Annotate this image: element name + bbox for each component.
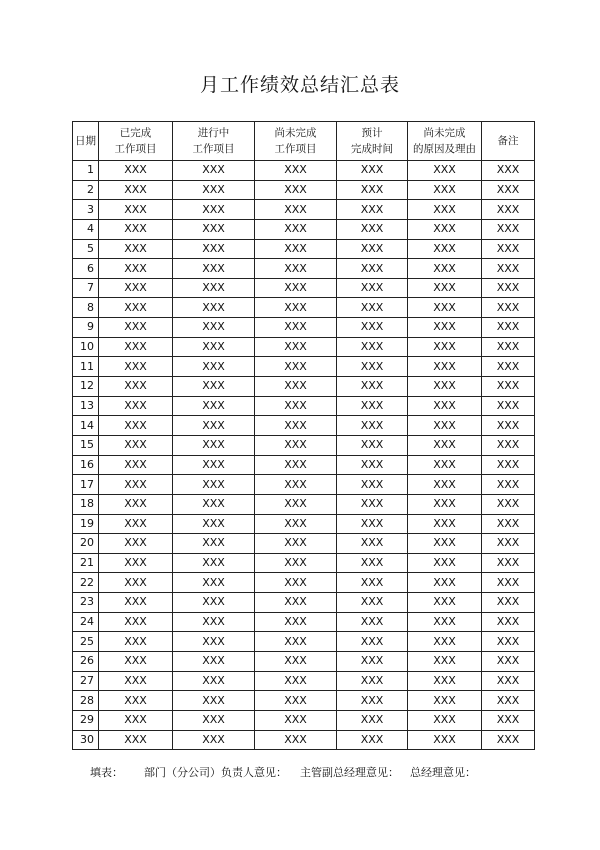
table-cell: XXX [408, 161, 482, 181]
table-cell: XXX [408, 691, 482, 711]
table-cell: XXX [337, 652, 408, 672]
table-cell: XXX [99, 514, 173, 534]
table-cell: XXX [408, 416, 482, 436]
table-cell: XXX [482, 730, 535, 750]
table-cell: XXX [255, 612, 337, 632]
table-cell: XXX [337, 239, 408, 259]
table-cell: XXX [99, 671, 173, 691]
table-cell: XXX [337, 632, 408, 652]
table-cell: XXX [408, 593, 482, 613]
table-cell: XXX [255, 475, 337, 495]
table-cell: XXX [173, 259, 255, 279]
table-cell: XXX [99, 494, 173, 514]
date-cell: 7 [73, 278, 99, 298]
table-cell: XXX [99, 652, 173, 672]
column-header [73, 122, 99, 161]
table-cell: XXX [255, 200, 337, 220]
table-cell: XXX [99, 553, 173, 573]
table-cell: XXX [337, 259, 408, 279]
table-cell: XXX [173, 632, 255, 652]
table-cell: XXX [408, 534, 482, 554]
table-row [73, 730, 535, 750]
table-cell: XXX [99, 632, 173, 652]
table-cell: XXX [255, 632, 337, 652]
table-row [73, 377, 535, 397]
date-cell: 12 [73, 377, 99, 397]
table-cell: XXX [99, 691, 173, 711]
prepared-by-label: 填表： [90, 766, 123, 779]
date-cell: 13 [73, 396, 99, 416]
table-cell: XXX [173, 239, 255, 259]
table-cell: XXX [173, 161, 255, 181]
signature-footer [90, 764, 476, 780]
table-cell: XXX [173, 298, 255, 318]
table-cell: XXX [255, 377, 337, 397]
date-cell: 6 [73, 259, 99, 279]
table-cell: XXX [408, 337, 482, 357]
table-cell: XXX [99, 710, 173, 730]
table-cell: XXX [337, 455, 408, 475]
table-row [73, 671, 535, 691]
table-cell: XXX [482, 652, 535, 672]
table-cell: XXX [337, 278, 408, 298]
column-header-line: 工作项目 [114, 143, 157, 155]
table-cell: XXX [255, 278, 337, 298]
table-row [73, 612, 535, 632]
table-cell: XXX [408, 259, 482, 279]
table-cell: XXX [337, 514, 408, 534]
table-cell: XXX [255, 219, 337, 239]
table-cell: XXX [173, 416, 255, 436]
table-cell: XXX [255, 239, 337, 259]
table-cell: XXX [173, 180, 255, 200]
column-header [99, 122, 173, 161]
table-cell: XXX [482, 219, 535, 239]
column-header-line: 备注 [497, 135, 519, 147]
date-cell: 30 [73, 730, 99, 750]
date-cell: 10 [73, 337, 99, 357]
column-header-line: 的原因及理由 [413, 143, 476, 155]
table-row [73, 396, 535, 416]
table-cell: XXX [482, 435, 535, 455]
table-row [73, 219, 535, 239]
table-cell: XXX [482, 377, 535, 397]
date-cell: 5 [73, 239, 99, 259]
table-cell: XXX [99, 161, 173, 181]
table-cell: XXX [337, 730, 408, 750]
table-cell: XXX [99, 318, 173, 338]
table-cell: XXX [337, 612, 408, 632]
table-cell: XXX [482, 259, 535, 279]
date-cell: 18 [73, 494, 99, 514]
summary-table [72, 121, 535, 750]
table-row [73, 553, 535, 573]
table-cell: XXX [482, 180, 535, 200]
table-cell: XXX [337, 475, 408, 495]
date-cell: 21 [73, 553, 99, 573]
date-cell: 2 [73, 180, 99, 200]
table-cell: XXX [337, 298, 408, 318]
table-cell: XXX [99, 278, 173, 298]
table-cell: XXX [482, 318, 535, 338]
date-cell: 24 [73, 612, 99, 632]
table-row [73, 494, 535, 514]
table-cell: XXX [337, 435, 408, 455]
table-cell: XXX [408, 278, 482, 298]
table-cell: XXX [337, 573, 408, 593]
table-cell: XXX [337, 534, 408, 554]
table-cell: XXX [482, 612, 535, 632]
table-cell: XXX [173, 730, 255, 750]
table-cell: XXX [255, 416, 337, 436]
table-cell: XXX [408, 475, 482, 495]
table-cell: XXX [482, 278, 535, 298]
table-cell: XXX [408, 632, 482, 652]
date-cell: 17 [73, 475, 99, 495]
table-cell: XXX [337, 337, 408, 357]
column-header-line: 尚未完成 [423, 127, 466, 139]
table-cell: XXX [99, 377, 173, 397]
table-row [73, 239, 535, 259]
date-cell: 28 [73, 691, 99, 711]
table-row [73, 573, 535, 593]
table-row [73, 337, 535, 357]
table-row [73, 455, 535, 475]
table-cell: XXX [337, 494, 408, 514]
table-cell: XXX [482, 455, 535, 475]
date-cell: 25 [73, 632, 99, 652]
table-cell: XXX [255, 494, 337, 514]
deputy-opinion-label: 主管副总经理意见： [300, 766, 399, 779]
table-cell: XXX [408, 710, 482, 730]
table-cell: XXX [408, 219, 482, 239]
table-cell: XXX [255, 534, 337, 554]
column-header-line: 工作项目 [192, 143, 235, 155]
date-cell: 19 [73, 514, 99, 534]
table-cell: XXX [337, 553, 408, 573]
table-cell: XXX [337, 671, 408, 691]
column-header-line: 完成时间 [351, 143, 393, 155]
table-cell: XXX [173, 435, 255, 455]
table-cell: XXX [408, 357, 482, 377]
table-cell: XXX [482, 396, 535, 416]
table-cell: XXX [99, 259, 173, 279]
table-cell: XXX [173, 200, 255, 220]
table-cell: XXX [482, 671, 535, 691]
date-cell: 9 [73, 318, 99, 338]
column-header-line: 工作项目 [274, 143, 317, 155]
table-cell: XXX [99, 200, 173, 220]
table-row [73, 593, 535, 613]
table-cell: XXX [408, 435, 482, 455]
table-cell: XXX [255, 514, 337, 534]
table-cell: XXX [99, 534, 173, 554]
table-row [73, 357, 535, 377]
table-cell: XXX [99, 219, 173, 239]
table-row [73, 475, 535, 495]
table-cell: XXX [408, 318, 482, 338]
date-cell: 8 [73, 298, 99, 318]
table-cell: XXX [173, 494, 255, 514]
date-cell: 14 [73, 416, 99, 436]
table-cell: XXX [99, 612, 173, 632]
date-cell: 16 [73, 455, 99, 475]
table-row [73, 691, 535, 711]
table-cell: XXX [173, 671, 255, 691]
table-cell: XXX [173, 377, 255, 397]
table-cell: XXX [173, 396, 255, 416]
table-cell: XXX [337, 593, 408, 613]
table-row [73, 318, 535, 338]
table-cell: XXX [255, 259, 337, 279]
table-cell: XXX [99, 475, 173, 495]
table-cell: XXX [408, 239, 482, 259]
table-cell: XXX [408, 573, 482, 593]
table-cell: XXX [173, 534, 255, 554]
table-row [73, 298, 535, 318]
column-header-line: 日期 [75, 135, 96, 147]
table-cell: XXX [337, 396, 408, 416]
table-cell: XXX [482, 553, 535, 573]
date-cell: 20 [73, 534, 99, 554]
table-cell: XXX [482, 691, 535, 711]
table-cell: XXX [408, 494, 482, 514]
table-cell: XXX [255, 455, 337, 475]
page-title: 月工作绩效总结汇总表 [199, 74, 400, 96]
table-cell: XXX [173, 337, 255, 357]
table-cell: XXX [99, 730, 173, 750]
table-row [73, 534, 535, 554]
table-row [73, 416, 535, 436]
table-cell: XXX [255, 710, 337, 730]
date-cell: 22 [73, 573, 99, 593]
table-cell: XXX [337, 200, 408, 220]
table-cell: XXX [482, 593, 535, 613]
dept-opinion-label: 部门（分公司）负责人意见： [144, 766, 287, 779]
table-row [73, 200, 535, 220]
table-cell: XXX [255, 553, 337, 573]
table-row [73, 278, 535, 298]
table-cell: XXX [99, 435, 173, 455]
table-cell: XXX [255, 318, 337, 338]
table-cell: XXX [255, 180, 337, 200]
table-cell: XXX [337, 161, 408, 181]
table-cell: XXX [173, 612, 255, 632]
column-header-line: 预计 [361, 127, 383, 139]
table-cell: XXX [255, 337, 337, 357]
table-cell: XXX [99, 298, 173, 318]
column-header-line: 进行中 [197, 127, 230, 139]
column-header [482, 122, 535, 161]
table-cell: XXX [173, 318, 255, 338]
table-cell: XXX [337, 710, 408, 730]
table-cell: XXX [482, 632, 535, 652]
table-cell: XXX [337, 357, 408, 377]
table-cell: XXX [255, 161, 337, 181]
table-cell: XXX [482, 200, 535, 220]
table-cell: XXX [173, 514, 255, 534]
table-cell: XXX [255, 298, 337, 318]
table-cell: XXX [482, 514, 535, 534]
table-row [73, 259, 535, 279]
date-cell: 29 [73, 710, 99, 730]
table-cell: XXX [408, 514, 482, 534]
table-cell: XXX [255, 435, 337, 455]
table-cell: XXX [255, 671, 337, 691]
table-cell: XXX [337, 377, 408, 397]
table-cell: XXX [408, 671, 482, 691]
date-cell: 27 [73, 671, 99, 691]
table-cell: XXX [99, 337, 173, 357]
table-cell: XXX [408, 396, 482, 416]
table-cell: XXX [408, 180, 482, 200]
table-cell: XXX [482, 357, 535, 377]
table-cell: XXX [99, 416, 173, 436]
table-cell: XXX [255, 396, 337, 416]
table-cell: XXX [255, 652, 337, 672]
table-cell: XXX [173, 553, 255, 573]
table-cell: XXX [255, 593, 337, 613]
table-cell: XXX [337, 318, 408, 338]
table-cell: XXX [99, 593, 173, 613]
table-cell: XXX [173, 710, 255, 730]
table-cell: XXX [99, 239, 173, 259]
table-cell: XXX [337, 219, 408, 239]
table-cell: XXX [99, 573, 173, 593]
table-cell: XXX [482, 337, 535, 357]
table-cell: XXX [99, 180, 173, 200]
table-cell: XXX [482, 475, 535, 495]
table-cell: XXX [173, 455, 255, 475]
table-cell: XXX [173, 593, 255, 613]
table-cell: XXX [337, 416, 408, 436]
date-cell: 26 [73, 652, 99, 672]
table-cell: XXX [173, 475, 255, 495]
table-cell: XXX [408, 730, 482, 750]
column-header [408, 122, 482, 161]
table-cell: XXX [482, 239, 535, 259]
table-body [73, 161, 535, 750]
table-cell: XXX [408, 455, 482, 475]
table-row [73, 180, 535, 200]
table-cell: XXX [408, 652, 482, 672]
table-cell: XXX [255, 573, 337, 593]
table-cell: XXX [255, 730, 337, 750]
table-cell: XXX [173, 652, 255, 672]
table-cell: XXX [408, 612, 482, 632]
table-row [73, 435, 535, 455]
column-header-line: 尚未完成 [274, 127, 317, 139]
column-header [173, 122, 255, 161]
table-cell: XXX [408, 553, 482, 573]
table-cell: XXX [482, 494, 535, 514]
table-cell: XXX [173, 219, 255, 239]
table-cell: XXX [255, 357, 337, 377]
table-row [73, 652, 535, 672]
table-cell: XXX [99, 455, 173, 475]
header-row [73, 122, 535, 161]
table-cell: XXX [173, 691, 255, 711]
table-cell: XXX [173, 357, 255, 377]
table-row [73, 710, 535, 730]
table-cell: XXX [337, 180, 408, 200]
column-header [255, 122, 337, 161]
table-cell: XXX [337, 691, 408, 711]
date-cell: 4 [73, 219, 99, 239]
table-cell: XXX [173, 573, 255, 593]
table-cell: XXX [408, 298, 482, 318]
column-header-line: 已完成 [119, 127, 152, 139]
date-cell: 11 [73, 357, 99, 377]
column-header [337, 122, 408, 161]
table-cell: XXX [408, 200, 482, 220]
table-row [73, 514, 535, 534]
table-cell: XXX [173, 278, 255, 298]
table-cell: XXX [482, 161, 535, 181]
gm-opinion-label: 总经理意见： [410, 766, 476, 779]
table-cell: XXX [482, 298, 535, 318]
table-row [73, 632, 535, 652]
table-cell: XXX [99, 396, 173, 416]
table-cell: XXX [482, 573, 535, 593]
table-cell: XXX [482, 710, 535, 730]
table-cell: XXX [408, 377, 482, 397]
date-cell: 15 [73, 435, 99, 455]
table-cell: XXX [482, 416, 535, 436]
date-cell: 3 [73, 200, 99, 220]
table-cell: XXX [99, 357, 173, 377]
table-row [73, 161, 535, 181]
table-cell: XXX [255, 691, 337, 711]
date-cell: 1 [73, 161, 99, 181]
date-cell: 23 [73, 593, 99, 613]
table-cell: XXX [482, 534, 535, 554]
